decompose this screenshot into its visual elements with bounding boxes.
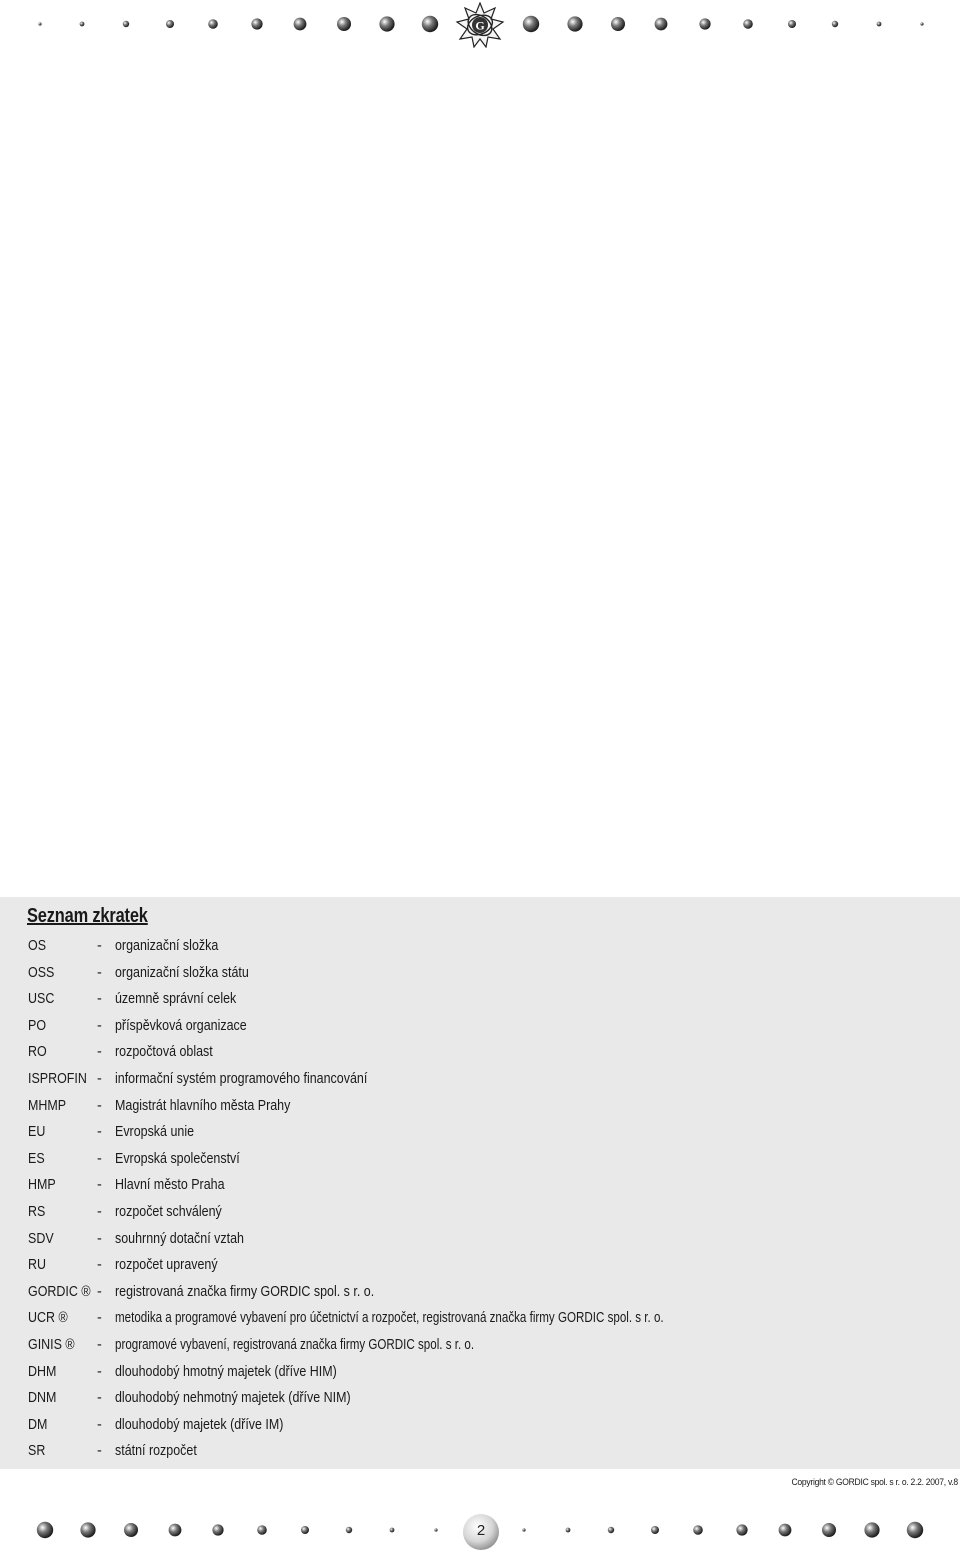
abbreviation-description: informační systém programového financování xyxy=(115,1071,368,1087)
abbreviation-dash: - xyxy=(97,991,102,1008)
abbreviation-dash: - xyxy=(97,1124,102,1141)
abbreviation-row xyxy=(0,1438,960,1464)
abbreviation-code: DHM xyxy=(28,1363,57,1380)
abbreviation-dash: - xyxy=(97,1097,102,1114)
abbreviation-row xyxy=(0,960,960,986)
abbreviation-dash: - xyxy=(97,1337,102,1353)
abbreviation-code: ES xyxy=(28,1150,45,1167)
abbreviation-description: organizační složka xyxy=(115,938,219,954)
abbreviation-row xyxy=(0,1332,960,1358)
abbreviation-dash: - xyxy=(97,1044,102,1061)
abbreviation-row xyxy=(0,1359,960,1385)
abbreviation-dash: - xyxy=(97,1310,102,1327)
abbreviation-description: registrovaná značka firmy GORDIC spol. s r. o. xyxy=(115,1283,375,1300)
abbreviation-code: RU xyxy=(28,1257,47,1274)
abbreviation-code: OSS xyxy=(28,964,55,981)
abbreviation-dash: - xyxy=(97,1390,102,1407)
abbreviation-dash: - xyxy=(97,1416,102,1433)
abbreviation-row xyxy=(0,1199,960,1225)
abbreviation-code: EU xyxy=(28,1124,46,1141)
abbreviation-description: rozpočtová oblast xyxy=(115,1044,213,1061)
gordic-logo xyxy=(455,2,505,48)
abbreviation-description: Evropská společenství xyxy=(115,1150,240,1167)
abbreviation-dash: - xyxy=(97,1257,102,1274)
abbreviation-description: organizační složka státu xyxy=(115,964,249,981)
abbreviation-dash: - xyxy=(97,1204,102,1220)
abbreviation-dash: - xyxy=(97,1363,102,1380)
abbreviation-code: USC xyxy=(28,991,55,1008)
abbreviation-description: programové vybavení, registrovaná značka firmy GORDIC spol. s r. o. xyxy=(115,1337,475,1353)
abbreviations-title: Seznam zkratek xyxy=(27,905,148,927)
abbreviation-row xyxy=(0,1119,960,1145)
abbreviation-description: Hlavní město Praha xyxy=(115,1177,225,1194)
abbreviation-description: dlouhodobý majetek (dříve IM) xyxy=(115,1416,284,1433)
abbreviation-row xyxy=(0,1093,960,1119)
page-number: 2 xyxy=(476,1522,486,1539)
page-number-badge xyxy=(461,1512,501,1552)
abbreviation-description: Evropská unie xyxy=(115,1124,195,1141)
abbreviation-code: RS xyxy=(28,1204,46,1220)
abbreviation-row xyxy=(0,1226,960,1252)
abbreviation-dash: - xyxy=(97,1283,102,1300)
abbreviation-row xyxy=(0,1252,960,1278)
abbreviation-code: DM xyxy=(28,1416,48,1433)
abbreviation-code: HMP xyxy=(28,1177,56,1194)
abbreviation-description: metodika a programové vybavení pro účetnictví a rozpočet, registrovaná značka firmy GORDIC spol. s r. o. xyxy=(115,1310,664,1327)
abbreviation-description: rozpočet upravený xyxy=(115,1257,218,1274)
abbreviation-code: SR xyxy=(28,1443,46,1460)
abbreviation-row xyxy=(0,1385,960,1411)
abbreviation-code: UCR ® xyxy=(28,1310,68,1327)
abbreviation-row xyxy=(0,1013,960,1039)
abbreviation-code: SDV xyxy=(28,1230,54,1247)
abbreviation-dash: - xyxy=(97,1150,102,1167)
abbreviation-description: příspěvková organizace xyxy=(115,1017,247,1034)
abbreviation-description: dlouhodobý hmotný majetek (dříve HIM) xyxy=(115,1363,337,1380)
abbreviation-description: státní rozpočet xyxy=(115,1443,197,1460)
abbreviation-code: OS xyxy=(28,938,47,954)
abbreviation-row xyxy=(0,1305,960,1331)
copyright-notice: Copyright © GORDIC spol. s r. o. 2.2. 2007, v.8 xyxy=(791,1477,958,1488)
abbreviation-description: územně správní celek xyxy=(115,991,237,1008)
abbreviation-description: souhrnný dotační vztah xyxy=(115,1230,244,1247)
abbreviation-row xyxy=(0,1279,960,1305)
abbreviation-code: PO xyxy=(28,1017,47,1034)
abbreviation-code: GORDIC ® xyxy=(28,1283,91,1300)
abbreviation-row xyxy=(0,1172,960,1198)
abbreviation-dash: - xyxy=(97,1177,102,1194)
gordic-logo-icon xyxy=(455,2,505,48)
abbreviation-description: dlouhodobý nehmotný majetek (dříve NIM) xyxy=(115,1390,351,1407)
abbreviation-row xyxy=(0,1146,960,1172)
abbreviation-row xyxy=(0,986,960,1012)
abbreviation-row xyxy=(0,1066,960,1092)
abbreviation-code: RO xyxy=(28,1044,47,1061)
abbreviation-row xyxy=(0,933,960,959)
svg-text:G: G xyxy=(475,18,485,33)
abbreviation-dash: - xyxy=(97,1230,102,1247)
abbreviation-code: GINIS ® xyxy=(28,1337,75,1353)
abbreviation-row xyxy=(0,1412,960,1438)
abbreviation-dash: - xyxy=(97,1443,102,1460)
abbreviation-dash: - xyxy=(97,1071,102,1087)
abbreviation-row xyxy=(0,1039,960,1065)
abbreviation-code: MHMP xyxy=(28,1097,67,1114)
abbreviation-dash: - xyxy=(97,1017,102,1034)
abbreviation-code: DNM xyxy=(28,1390,57,1407)
abbreviation-code: ISPROFIN xyxy=(28,1071,87,1087)
abbreviation-description: rozpočet schválený xyxy=(115,1204,222,1220)
abbreviation-dash: - xyxy=(97,938,102,954)
abbreviation-dash: - xyxy=(97,964,102,981)
abbreviation-description: Magistrát hlavního města Prahy xyxy=(115,1097,291,1114)
